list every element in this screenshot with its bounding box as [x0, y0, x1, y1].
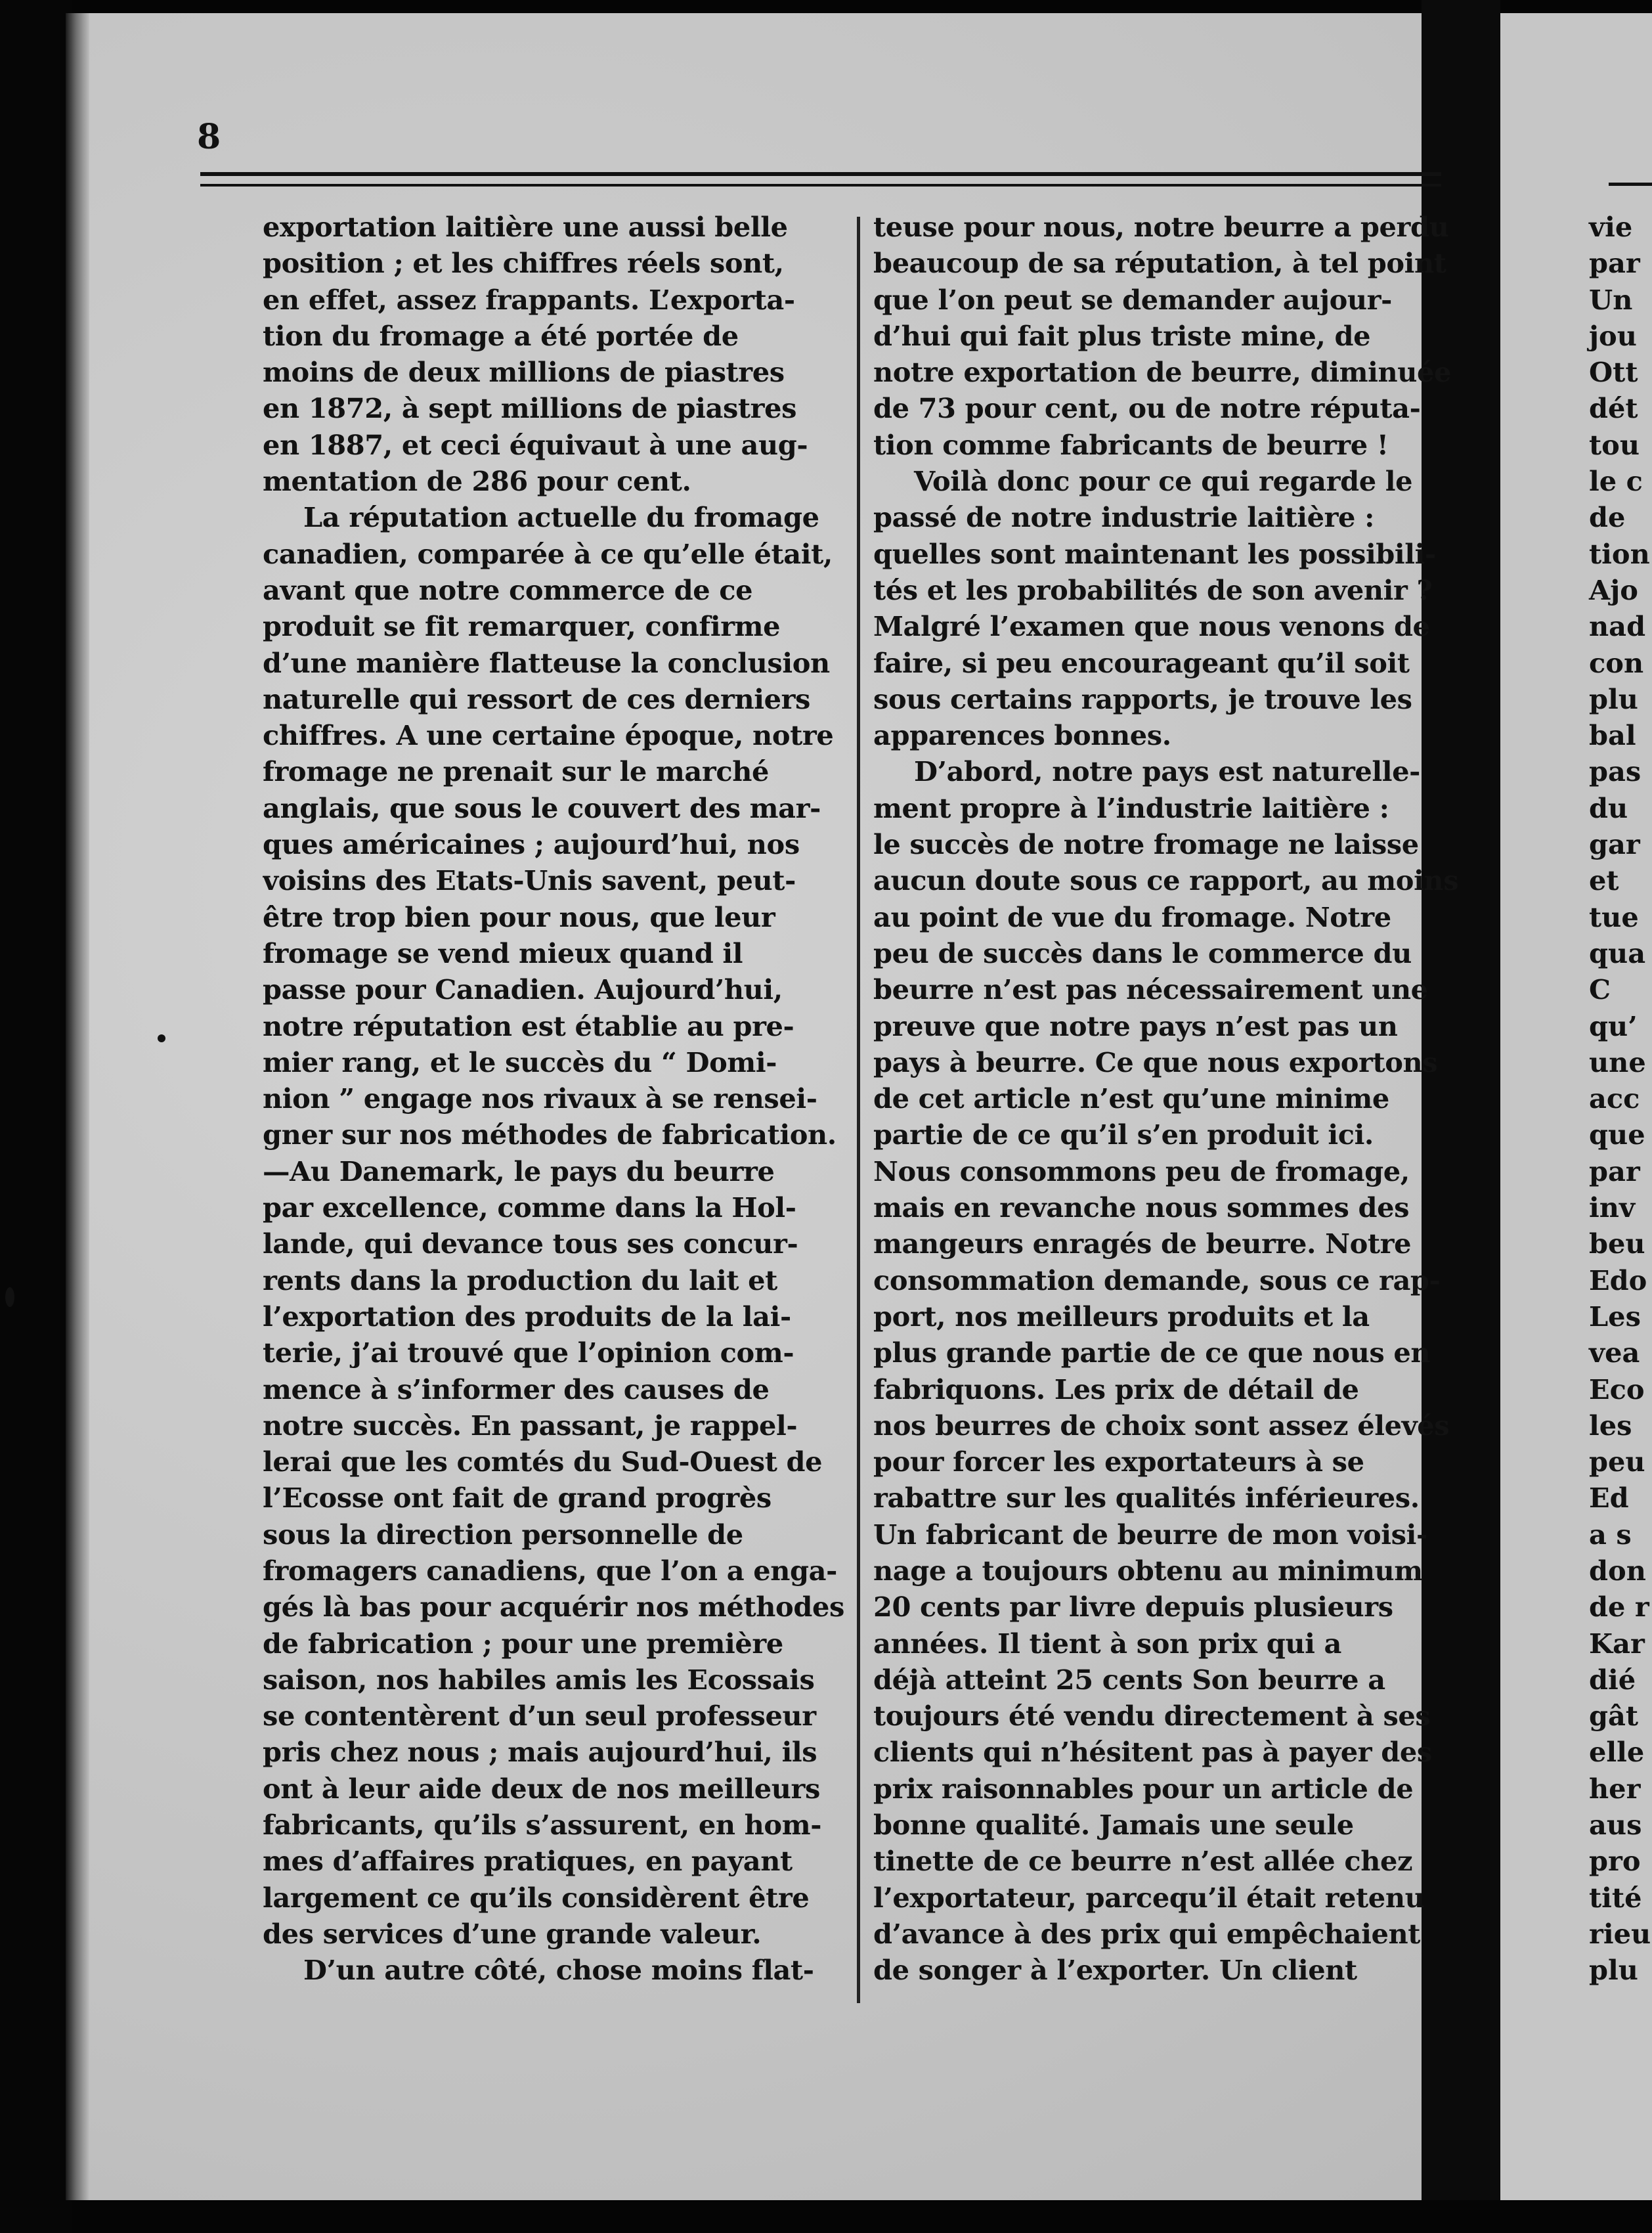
next-page-fragment: don	[1589, 1554, 1646, 1587]
text-line: lerai que les comtés du Sud-Ouest de	[263, 1446, 823, 1478]
next-page-fragment: nad	[1589, 610, 1646, 643]
text-line: faire, si peu encourageant qu’il soit	[873, 646, 1410, 679]
text-line: Nous consommons peu de fromage,	[873, 1155, 1410, 1187]
next-page-fragment: tité	[1589, 1881, 1642, 1914]
text-line: fabriquons. Les prix de détail de	[873, 1373, 1359, 1405]
next-page-fragment: peu	[1589, 1446, 1645, 1478]
scan-speck	[5, 1287, 14, 1307]
next-page-fragment: et	[1589, 864, 1619, 897]
next-page-fragment: qua	[1589, 937, 1646, 969]
next-page-fragment: pro	[1589, 1845, 1641, 1878]
text-line: d’hui qui fait plus triste mine, de	[873, 319, 1371, 352]
text-line: en 1872, à sept millions de piastres	[263, 392, 797, 425]
text-line: gner sur nos méthodes de fabrication.	[263, 1118, 837, 1151]
next-page-fragment: Un	[1589, 283, 1633, 316]
next-page-fragment: C	[1589, 973, 1611, 1006]
text-line: d’une manière flatteuse la conclusion	[263, 646, 830, 679]
text-line: notre succès. En passant, je rappel-	[263, 1409, 798, 1442]
text-line: notre réputation est établie au pre-	[263, 1009, 794, 1042]
text-line: en 1887, et ceci équivaut à une aug-	[263, 428, 808, 461]
next-page-fragment: acc	[1589, 1082, 1640, 1115]
text-line: l’exportation des produits de la lai-	[263, 1300, 791, 1333]
next-page-fragment: vie	[1589, 211, 1633, 243]
next-page-fragment: plu	[1589, 1954, 1638, 1987]
text-line: La réputation actuelle du fromage	[303, 501, 819, 534]
next-page-fragment: gât	[1589, 1700, 1639, 1733]
text-line: aucun doute sous ce rapport, au moins	[873, 864, 1459, 897]
next-page-fragment: de	[1589, 501, 1626, 534]
next-page-fragment: qu’	[1589, 1009, 1638, 1042]
text-line: de fabrication ; pour une première	[263, 1627, 783, 1660]
next-page-fragment: par	[1589, 247, 1640, 280]
next-page-fragment: du	[1589, 791, 1628, 824]
text-line: D’un autre côté, chose moins flat-	[303, 1954, 814, 1987]
scan-border-left	[0, 0, 72, 2233]
text-line: gés là bas pour acquérir nos méthodes	[263, 1591, 844, 1624]
next-page-fragment: que	[1589, 1118, 1645, 1151]
text-line: mais en revanche nous sommes des	[873, 1191, 1410, 1224]
next-page-fragment: les	[1589, 1409, 1632, 1442]
text-line: quelles sont maintenant les possibili-	[873, 537, 1436, 570]
text-line: —Au Danemark, le pays du beurre	[263, 1155, 775, 1187]
text-line: bonne qualité. Jamais une seule	[873, 1809, 1354, 1842]
text-line: mentation de 286 pour cent.	[263, 465, 691, 498]
next-page-fragment: elle	[1589, 1736, 1645, 1769]
next-page-fragment: tou	[1589, 428, 1640, 461]
next-page-fragment: con	[1589, 646, 1644, 679]
column-divider	[857, 217, 860, 2003]
text-line: tés et les probabilités de son avenir ?	[873, 573, 1433, 606]
text-line: nion ” engage nos rivaux à se rensei-	[263, 1082, 817, 1115]
next-page-header-rule	[1609, 183, 1652, 186]
next-page-fragment: Ajo	[1589, 573, 1638, 606]
next-page-fragment: Edo	[1589, 1264, 1647, 1296]
text-line: ques américaines ; aujourd’hui, nos	[263, 828, 800, 861]
text-line: largement ce qu’ils considèrent être	[263, 1881, 810, 1914]
next-page-fragment: tion	[1589, 537, 1650, 570]
text-line: le succès de notre fromage ne laisse	[873, 828, 1419, 861]
text-line: apparences bonnes.	[873, 719, 1171, 752]
text-line: consommation demande, sous ce rap-	[873, 1264, 1441, 1296]
text-line: exportation laitière une aussi belle	[263, 211, 788, 243]
text-line: mier rang, et le succès du “ Domi-	[263, 1046, 777, 1078]
text-line: l’exportateur, parcequ’il était retenu	[873, 1881, 1425, 1914]
text-line: au point de vue du fromage. Notre	[873, 900, 1391, 933]
text-line: passé de notre industrie laitière :	[873, 501, 1375, 534]
text-line: tinette de ce beurre n’est allée chez	[873, 1845, 1413, 1878]
text-line: sous la direction personnelle de	[263, 1518, 743, 1551]
text-line: par excellence, comme dans la Hol-	[263, 1191, 796, 1224]
text-line: rents dans la production du lait et	[263, 1264, 777, 1296]
text-line: pays à beurre. Ce que nous exportons	[873, 1046, 1438, 1078]
next-page-fragment: pas	[1589, 755, 1641, 788]
text-line: nos beurres de choix sont assez élevés	[873, 1409, 1450, 1442]
next-page-fragment: vea	[1589, 1337, 1640, 1369]
next-page-fragment: Eco	[1589, 1373, 1645, 1405]
text-column-left	[263, 209, 847, 1989]
next-page-fragment: aus	[1589, 1809, 1642, 1842]
text-line: D’abord, notre pays est naturelle-	[914, 755, 1420, 788]
text-line: que l’on peut se demander aujour-	[873, 283, 1392, 316]
text-line: anglais, que sous le couvert des mar-	[263, 791, 821, 824]
text-line: de cet article n’est qu’une minime	[873, 1082, 1389, 1115]
text-line: rabattre sur les qualités inférieures.	[873, 1482, 1420, 1514]
next-page-fragment: jou	[1589, 319, 1637, 352]
text-line: peu de succès dans le commerce du	[873, 937, 1412, 969]
next-page-fragment: une	[1589, 1046, 1646, 1078]
next-page-fragment: tue	[1589, 900, 1639, 933]
text-line: déjà atteint 25 cents Son beurre a	[873, 1663, 1385, 1696]
text-line: avant que notre commerce de ce	[263, 573, 753, 606]
text-line: en effet, assez frappants. L’exporta-	[263, 283, 795, 316]
text-line: mes d’affaires pratiques, en payant	[263, 1845, 793, 1878]
text-line: saison, nos habiles amis les Ecossais	[263, 1663, 815, 1696]
text-line: se contentèrent d’un seul professeur	[263, 1700, 816, 1733]
next-page-fragment: inv	[1589, 1191, 1636, 1224]
scan-speck	[158, 1034, 165, 1042]
text-line: années. Il tient à son prix qui a	[873, 1627, 1341, 1660]
text-line: tion du fromage a été portée de	[263, 319, 739, 352]
next-page-text-fragments	[1589, 209, 1652, 1989]
next-page-fragment: her	[1589, 1772, 1641, 1805]
next-page-fragment: Les	[1589, 1300, 1641, 1333]
next-page-fragment: Kar	[1589, 1627, 1645, 1660]
next-page-fragment: par	[1589, 1155, 1640, 1187]
header-rule-top	[200, 172, 1441, 176]
header-rule-bottom	[200, 184, 1441, 187]
text-line: fromagers canadiens, que l’on a enga-	[263, 1554, 837, 1587]
text-line: passe pour Canadien. Aujourd’hui,	[263, 973, 783, 1006]
text-line: Un fabricant de beurre de mon voisi-	[873, 1518, 1427, 1551]
next-page-fragment: a s	[1589, 1518, 1632, 1551]
text-line: chiffres. A une certaine époque, notre	[263, 719, 834, 752]
text-line: d’avance à des prix qui empêchaient	[873, 1917, 1421, 1950]
text-line: ont à leur aide deux de nos meilleurs	[263, 1772, 820, 1805]
text-line: prix raisonnables pour un article de	[873, 1772, 1414, 1805]
text-line: port, nos meilleurs produits et la	[873, 1300, 1370, 1333]
text-line: teuse pour nous, notre beurre a perdu	[873, 211, 1449, 243]
text-line: de songer à l’exporter. Un client	[873, 1954, 1357, 1987]
text-line: partie de ce qu’il s’en produit ici.	[873, 1118, 1374, 1151]
text-line: nage a toujours obtenu au minimum	[873, 1554, 1423, 1587]
next-page-fragment: bal	[1589, 719, 1636, 752]
text-line: terie, j’ai trouvé que l’opinion com-	[263, 1337, 794, 1369]
text-line: de 73 pour cent, ou de notre réputa-	[873, 392, 1421, 425]
text-line: mence à s’informer des causes de	[263, 1373, 770, 1405]
text-line: beaucoup de sa réputation, à tel point	[873, 247, 1446, 280]
page-number: 8	[197, 117, 221, 157]
text-line: fromage ne prenait sur le marché	[263, 755, 769, 788]
text-line: l’Ecosse ont fait de grand progrès	[263, 1482, 772, 1514]
text-line: moins de deux millions de piastres	[263, 356, 785, 389]
text-line: voisins des Etats-Unis savent, peut-	[263, 864, 796, 897]
text-line: être trop bien pour nous, que leur	[263, 900, 775, 933]
text-line: notre exportation de beurre, diminuée	[873, 356, 1452, 389]
text-line: preuve que notre pays n’est pas un	[873, 1009, 1398, 1042]
next-page-fragment: de r	[1589, 1591, 1649, 1624]
text-line: fabricants, qu’ils s’assurent, en hom-	[263, 1809, 822, 1842]
text-line: sous certains rapports, je trouve les	[873, 682, 1412, 715]
page-fold-shadow	[66, 13, 89, 2200]
text-line: fromage se vend mieux quand il	[263, 937, 743, 969]
next-page-fragment: dié	[1589, 1663, 1636, 1696]
next-page-fragment: le c	[1589, 465, 1643, 498]
text-line: ment propre à l’industrie laitière :	[873, 791, 1389, 824]
text-line: mangeurs enragés de beurre. Notre	[873, 1227, 1412, 1260]
text-line: Voilà donc pour ce qui regarde le	[914, 465, 1413, 498]
text-line: 20 cents par livre depuis plusieurs	[873, 1591, 1393, 1624]
text-line: beurre n’est pas nécessairement une	[873, 973, 1428, 1006]
text-line: pris chez nous ; mais aujourd’hui, ils	[263, 1736, 817, 1769]
text-line: tion comme fabricants de beurre !	[873, 428, 1389, 461]
next-page-fragment: Ott	[1589, 356, 1638, 389]
text-line: lande, qui devance tous ses concur-	[263, 1227, 798, 1260]
text-line: toujours été vendu directement à ses	[873, 1700, 1431, 1733]
text-column-right	[873, 209, 1464, 1989]
text-line: position ; et les chiffres réels sont,	[263, 247, 784, 280]
next-page-fragment: rieu	[1589, 1917, 1651, 1950]
next-page-fragment: plu	[1589, 682, 1638, 715]
text-line: naturelle qui ressort de ces derniers	[263, 682, 811, 715]
next-page-fragment: beu	[1589, 1227, 1645, 1260]
next-page-fragment: dét	[1589, 392, 1638, 425]
text-line: pour forcer les exportateurs à se	[873, 1446, 1364, 1478]
text-line: Malgré l’examen que nous venons de	[873, 610, 1430, 643]
next-page-fragment: Ed	[1589, 1482, 1629, 1514]
text-line: canadien, comparée à ce qu’elle était,	[263, 537, 833, 570]
next-page-fragment: gar	[1589, 828, 1640, 861]
text-line: produit se fit remarquer, confirme	[263, 610, 781, 643]
text-line: clients qui n’hésitent pas à payer des	[873, 1736, 1432, 1769]
text-line: plus grande partie de ce que nous en	[873, 1337, 1431, 1369]
text-line: des services d’une grande valeur.	[263, 1917, 762, 1950]
